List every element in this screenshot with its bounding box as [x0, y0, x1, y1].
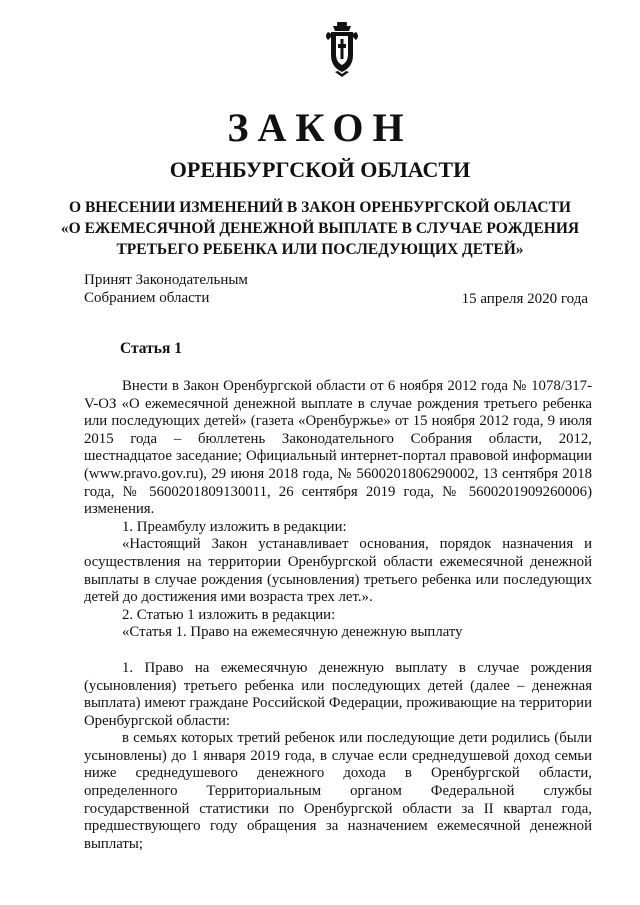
- adoption-line: Собранием области: [84, 290, 210, 306]
- region-title: ОРЕНБУРГСКОЙ ОБЛАСТИ: [169, 157, 471, 182]
- adoption-date: 15 апреля 2020 года: [461, 291, 588, 307]
- paragraph: 1. Право на ежемесячную денежную выплату в случае рождения (усыновления) третьего ребенка или последующих детей (далее – денежная выплата) имеют граждане Российской Федерации, проживающие на территории Оренбургской области:: [84, 659, 592, 729]
- law-title: ЗАКОН: [227, 105, 413, 150]
- coat-of-arms-emblem: [322, 22, 362, 78]
- paragraph: Внести в Закон Оренбургской области от 6 ноября 2012 года № 1078/317-V-ОЗ «О ежемесячной денежной выплате в случае рождения третьего ребенка или последующих детей» (газета «Оренбуржье» от 15 ноября 2012 года, 9 июля 2015 года – бюллетень Законодательного Собрания области, 2012, шестнадцатое заседание; Официальный интернет-портал правовой информации (www.pravo.gov.ru), 29 июня 2018 года, № 5600201806290002, 13 сентября 2018 года, № 5600201809130011, 26 сентября 2019 года, № 5600201909260006) изменения.: [84, 378, 592, 518]
- article-heading: Статья 1: [120, 340, 182, 357]
- subtitle-line: О ВНЕСЕНИИ ИЗМЕНЕНИЙ В ЗАКОН ОРЕНБУРГСКОЙ ОБЛАСТИ: [69, 199, 571, 216]
- law-subtitle: [0, 197, 640, 260]
- paragraph: в семьях которых третий ребенок или последующие дети родились (были усыновлены) до 1 января 2019 года, в случае если среднедушевой доход семьи ниже среднедушевого денежного дохода в Оренбургской области, определенного Территориальным органом Федеральной службы государственной статистики по Оренбургской области за II квартал года, предшествующего году обращения за назначением ежемесячной денежной выплаты;: [84, 730, 592, 852]
- subtitle-line: ТРЕТЬЕГО РЕБЕНКА ИЛИ ПОСЛЕДУЮЩИХ ДЕТЕЙ»: [116, 241, 524, 258]
- article-body: [84, 378, 592, 853]
- paragraph: «Настоящий Закон устанавливает основания, порядок назначения и осуществления на территории Оренбургской области ежемесячной денежной выплаты в случае рождения (усыновления) третьего ребенка или последующих детей до достижения ими возраста трех лет.».: [84, 536, 592, 606]
- adoption-line: Принят Законодательным: [84, 272, 248, 288]
- adoption-body: [84, 271, 248, 307]
- paragraph: 2. Статью 1 изложить в редакции:: [122, 606, 336, 623]
- subtitle-line: «О ЕЖЕМЕСЯЧНОЙ ДЕНЕЖНОЙ ВЫПЛАТЕ В СЛУЧАЕ РОЖДЕНИЯ: [60, 220, 580, 237]
- paragraph: «Статья 1. Право на ежемесячную денежную выплату: [122, 624, 463, 641]
- paragraph: 1. Преамбулу изложить в редакции:: [122, 518, 347, 535]
